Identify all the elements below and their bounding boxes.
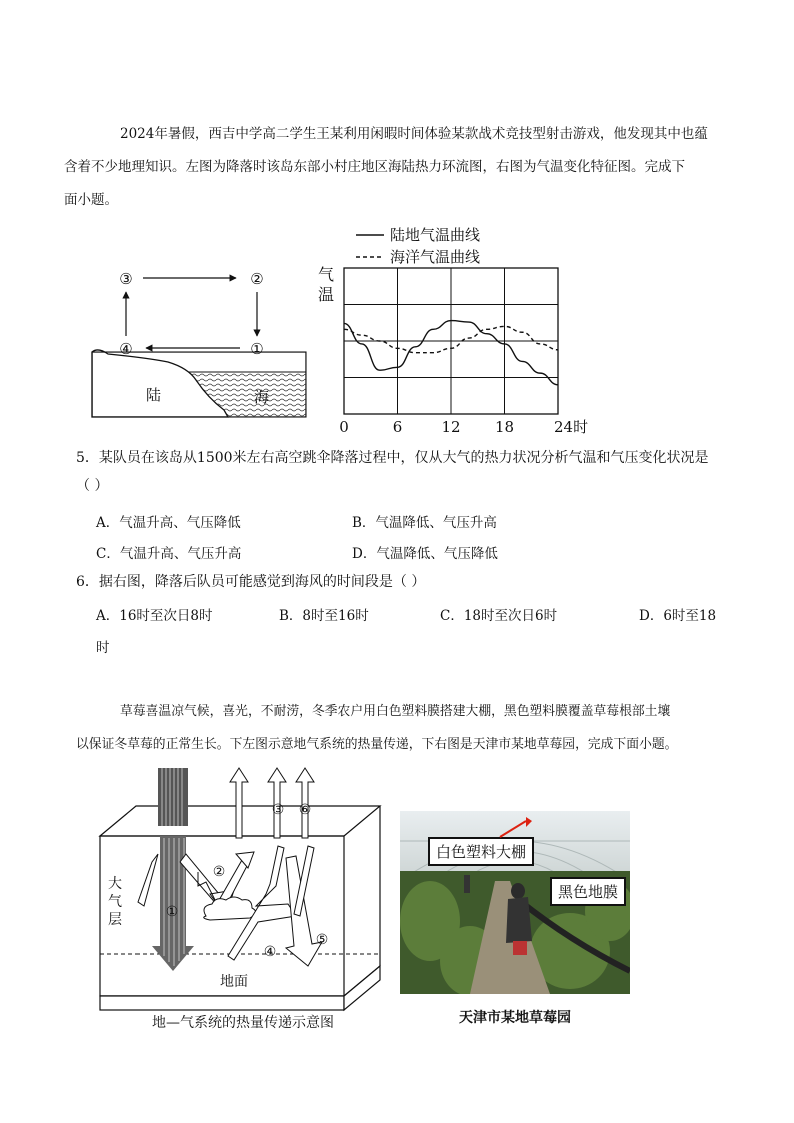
q6-option-a[interactable]: A．16时至次日8时 bbox=[96, 608, 213, 624]
passage-2 bbox=[76, 695, 732, 761]
y-axis-label-2: 温 bbox=[318, 285, 335, 304]
strawberry-greenhouse-photo bbox=[400, 811, 630, 994]
heat-figure-caption: 地—气系统的热量传递示意图 bbox=[152, 1015, 334, 1031]
y-axis-label-1: 气 bbox=[318, 265, 335, 284]
question-5-paren: （ ） bbox=[76, 478, 109, 494]
temperature-chart bbox=[312, 220, 612, 435]
passage-1-line-1: 2024年暑假，西吉中学高二学生王某利用闲暇时间体验某款战术竞技型射击游戏，他发现其中也蕴 bbox=[120, 126, 708, 142]
question-5-stem: 5．某队员在该岛从1500米左右高空跳伞降落过程中，仅从大气的热力状况分析气温和气压变化状况是 bbox=[76, 450, 709, 466]
x-tick-1: 6 bbox=[392, 418, 403, 435]
x-tick-3: 18 bbox=[494, 418, 515, 435]
node-4: ④ bbox=[119, 340, 133, 358]
node-3: ③ bbox=[119, 270, 133, 288]
heat-transfer-figure bbox=[98, 766, 390, 1038]
q6-option-d[interactable]: D．6时至18 bbox=[639, 608, 717, 624]
tag-white-greenhouse: 白色塑料大棚 bbox=[428, 837, 534, 866]
label-6: ⑥ bbox=[298, 802, 312, 818]
node-2: ② bbox=[250, 270, 264, 288]
legend-sea: 海洋气温曲线 bbox=[390, 248, 481, 266]
q6-option-b[interactable]: B．8时至16时 bbox=[279, 608, 369, 624]
node-1: ① bbox=[250, 340, 264, 358]
land-label: 陆 bbox=[146, 386, 162, 404]
passage-2-line-1: 草莓喜温凉气候，喜光，不耐涝，冬季农户用白色塑料膜搭建大棚，黑色塑料膜覆盖草莓根部土壤 bbox=[120, 704, 671, 719]
chart-legend bbox=[356, 226, 480, 266]
q6-option-c[interactable]: C．18时至次日6时 bbox=[440, 608, 558, 624]
sea-land-circulation-figure bbox=[88, 262, 318, 427]
label-5: ⑤ bbox=[315, 932, 329, 948]
passage-1-line-2: 含着不少地理知识。左图为降落时该岛东部小村庄地区海陆热力环流图，右图为气温变化特征图。完成下 bbox=[64, 159, 685, 175]
q5-option-c[interactable]: C．气温升高、气压升高 bbox=[96, 546, 242, 562]
sea-label: 海 bbox=[254, 388, 270, 406]
q5-option-a[interactable]: A．气温升高、气压降低 bbox=[96, 515, 241, 531]
chart-x-ticks bbox=[339, 418, 588, 435]
legend-land: 陆地气温曲线 bbox=[390, 226, 481, 244]
x-tick-4: 24时 bbox=[554, 418, 589, 435]
q5-option-d[interactable]: D．气温降低、气压降低 bbox=[352, 546, 498, 562]
label-1: ① bbox=[165, 904, 179, 920]
label-3: ③ bbox=[271, 802, 285, 818]
q6-option-d-wrap: 时 bbox=[96, 640, 110, 656]
greenhouse-pointer-arrow bbox=[496, 815, 536, 841]
x-tick-2: 12 bbox=[441, 418, 461, 435]
passage-2-line-2: 以保证冬草莓的正常生长。下左图示意地气系统的热量传递，下右图是天津市某地草莓园，完成下面小题。 bbox=[76, 737, 678, 752]
atmosphere-label: 大 bbox=[108, 876, 122, 892]
label-2: ② bbox=[212, 864, 226, 880]
photo-caption: 天津市某地草莓园 bbox=[459, 1010, 571, 1026]
label-4: ④ bbox=[263, 944, 277, 960]
x-tick-0: 0 bbox=[339, 418, 349, 435]
passage-1 bbox=[64, 118, 732, 217]
atmosphere-label-3: 层 bbox=[108, 912, 122, 928]
q5-option-b[interactable]: B．气温降低、气压升高 bbox=[352, 515, 497, 531]
atmosphere-label-2: 气 bbox=[108, 894, 122, 910]
tag-black-film: 黑色地膜 bbox=[550, 877, 626, 906]
ground-label: 地面 bbox=[220, 974, 248, 990]
question-6-stem: 6．据右图，降落后队员可能感觉到海风的时间段是（ ） bbox=[76, 574, 426, 590]
question-5 bbox=[76, 444, 726, 500]
chart-grid bbox=[344, 268, 558, 414]
passage-1-line-3: 面小题。 bbox=[64, 192, 118, 208]
cloud-icon bbox=[204, 897, 256, 920]
